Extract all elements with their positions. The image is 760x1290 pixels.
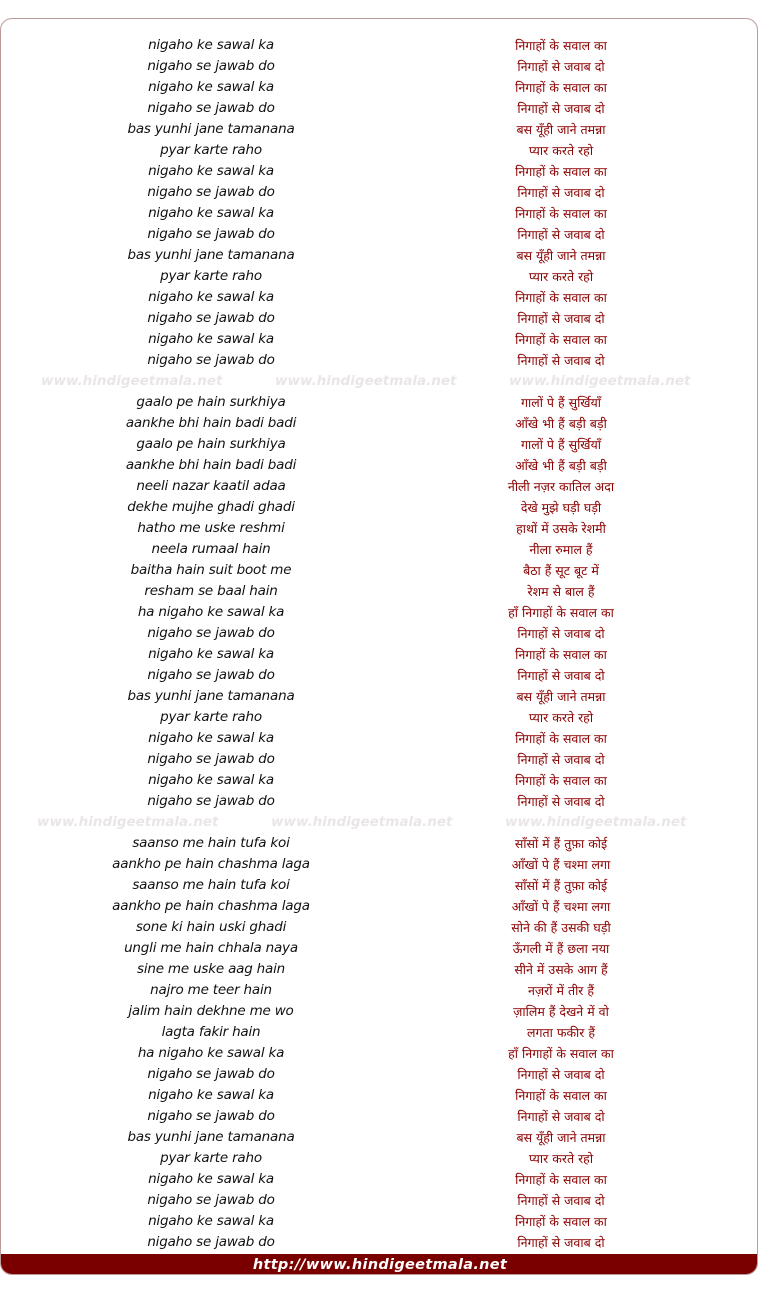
lyric-line — [1, 35, 758, 56]
lyric-hindi: निगाहों के सवाल का — [515, 80, 607, 95]
lyric-line — [1, 1022, 758, 1043]
footer-bar — [1, 1254, 758, 1274]
lyric-line — [1, 455, 758, 476]
lyric-hindi: हाँ निगाहों के सवाल का — [508, 605, 614, 620]
lyric-english: hatho me uske reshmi — [137, 520, 285, 536]
lyric-english: nigaho se jawab do — [147, 1192, 275, 1208]
lyric-english: nigaho ke sawal ka — [148, 205, 274, 221]
lyric-english: ha nigaho ke sawal ka — [137, 604, 285, 620]
lyric-hindi: आँखों पे हैं चश्मा लगा — [511, 899, 611, 914]
lyric-english: nigaho se jawab do — [147, 100, 275, 116]
lyric-hindi: निगाहों के सवाल का — [515, 1214, 607, 1229]
lyric-english: bas yunhi jane tamanana — [127, 688, 295, 704]
lyric-hindi: निगाहों से जवाब दो — [517, 752, 605, 767]
lyric-english: neela rumaal hain — [151, 541, 271, 557]
lyric-hindi: बस यूँही जाने तमन्ना — [516, 1130, 606, 1145]
lyric-hindi: निगाहों के सवाल का — [515, 164, 607, 179]
lyric-english: nigaho se jawab do — [147, 226, 275, 242]
lyric-line — [1, 896, 758, 917]
lyric-english: bas yunhi jane tamanana — [127, 247, 295, 263]
lyric-line — [1, 854, 758, 875]
lyric-hindi: प्यार करते रहो — [528, 269, 594, 284]
lyric-line — [1, 602, 758, 623]
lyric-english: neeli nazar kaatil adaa — [136, 478, 286, 494]
lyric-hindi: प्यार करते रहो — [528, 710, 594, 725]
lyric-line — [1, 1001, 758, 1022]
lyric-hindi: निगाहों से जवाब दो — [517, 1235, 605, 1250]
lyric-hindi: हाँ निगाहों के सवाल का — [508, 1046, 614, 1061]
lyric-english: pyar karte raho — [160, 1150, 262, 1166]
lyric-english: nigaho ke sawal ka — [148, 163, 274, 179]
lyric-hindi: सीने में उसके आग हैं — [514, 962, 608, 977]
lyric-line — [1, 560, 758, 581]
lyric-english: pyar karte raho — [160, 142, 262, 158]
lyric-line — [1, 959, 758, 980]
watermark-text: www.hindigeetmala.net — [275, 373, 457, 389]
lyric-hindi: निगाहों से जवाब दो — [517, 794, 605, 809]
lyric-english: ha nigaho ke sawal ka — [137, 1045, 285, 1061]
lyric-hindi: निगाहों के सवाल का — [515, 647, 607, 662]
site-link[interactable]: http://www.hindigeetmala.net — [252, 1257, 508, 1273]
lyric-english: nigaho ke sawal ka — [148, 331, 274, 347]
lyric-line — [1, 686, 758, 707]
lyric-line — [1, 1190, 758, 1211]
lyric-english: nigaho se jawab do — [147, 1234, 275, 1250]
lyric-hindi: निगाहों से जवाब दो — [517, 668, 605, 683]
lyric-hindi: साँसों में हैं तुफ़ा कोई — [514, 878, 608, 893]
lyric-english: nigaho ke sawal ka — [148, 646, 274, 662]
lyric-english: baitha hain suit boot me — [130, 562, 292, 578]
lyric-line — [1, 917, 758, 938]
lyric-hindi: निगाहों से जवाब दो — [517, 1193, 605, 1208]
watermark-text: www.hindigeetmala.net — [505, 814, 687, 830]
lyric-hindi: निगाहों से जवाब दो — [517, 353, 605, 368]
lyric-line — [1, 224, 758, 245]
lyric-english: nigaho ke sawal ka — [148, 37, 274, 53]
lyric-hindi: आँखे भी हैं बड़ी बड़ी — [515, 416, 607, 431]
lyric-line — [1, 1127, 758, 1148]
lyric-hindi: निगाहों के सवाल का — [515, 1088, 607, 1103]
lyric-line — [1, 980, 758, 1001]
lyric-english: ungli me hain chhala naya — [124, 940, 298, 956]
lyric-line — [1, 1085, 758, 1106]
lyric-hindi: सोने की हैं उसकी घड़ी — [511, 920, 611, 935]
watermark-text: www.hindigeetmala.net — [271, 814, 453, 830]
lyric-line — [1, 203, 758, 224]
lyric-hindi: नीला रुमाल हैं — [529, 542, 593, 557]
lyric-english: bas yunhi jane tamanana — [127, 1129, 295, 1145]
lyric-hindi: लगता फकीर हैं — [526, 1025, 596, 1040]
lyric-line — [1, 413, 758, 434]
lyric-english: aankhe bhi hain badi badi — [125, 457, 297, 473]
lyric-line — [1, 833, 758, 854]
lyric-hindi: गालों पे हैं सुर्खियाँ — [520, 395, 602, 410]
lyric-line — [1, 749, 758, 770]
lyric-english: nigaho se jawab do — [147, 184, 275, 200]
lyric-hindi: आँखों पे हैं चश्मा लगा — [511, 857, 611, 872]
lyric-hindi: गालों पे हैं सुर्खियाँ — [520, 437, 602, 452]
lyric-line — [1, 287, 758, 308]
lyric-english: nigaho se jawab do — [147, 352, 275, 368]
lyric-line — [1, 161, 758, 182]
watermark-text: www.hindigeetmala.net — [41, 373, 223, 389]
lyric-english: sine me uske aag hain — [136, 961, 286, 977]
lyric-english: nigaho ke sawal ka — [148, 1171, 274, 1187]
lyric-line — [1, 56, 758, 77]
lyric-hindi: आँखे भी हैं बड़ी बड़ी — [515, 458, 607, 473]
lyric-hindi: निगाहों के सवाल का — [515, 38, 607, 53]
lyric-english: nigaho se jawab do — [147, 751, 275, 767]
watermark-row-2 — [1, 812, 758, 833]
lyric-line — [1, 707, 758, 728]
lyric-hindi: निगाहों के सवाल का — [515, 731, 607, 746]
lyric-hindi: बस यूँही जाने तमन्ना — [516, 689, 606, 704]
lyric-english: nigaho ke sawal ka — [148, 1087, 274, 1103]
lyric-line — [1, 308, 758, 329]
lyric-line — [1, 140, 758, 161]
lyric-english: nigaho ke sawal ka — [148, 730, 274, 746]
lyric-english: nigaho se jawab do — [147, 1108, 275, 1124]
lyric-line — [1, 1232, 758, 1253]
stanza-1 — [1, 35, 758, 371]
lyric-english: nigaho se jawab do — [147, 58, 275, 74]
lyric-hindi: प्यार करते रहो — [528, 143, 594, 158]
stanza-3 — [1, 833, 758, 1253]
lyric-hindi: नीली नज़र कातिल अदा — [507, 479, 615, 494]
lyric-line — [1, 350, 758, 371]
lyric-line — [1, 434, 758, 455]
lyric-hindi: हाथों में उसके रेशमी — [516, 521, 606, 536]
lyric-english: resham se baal hain — [144, 583, 278, 599]
lyric-hindi: निगाहों के सवाल का — [515, 206, 607, 221]
stanza-2 — [1, 392, 758, 812]
lyric-hindi: निगाहों से जवाब दो — [517, 59, 605, 74]
lyric-english: lagta fakir hain — [161, 1024, 261, 1040]
lyric-hindi: निगाहों से जवाब दो — [517, 185, 605, 200]
lyric-english: saanso me hain tufa koi — [132, 877, 290, 893]
lyric-english: nigaho ke sawal ka — [148, 1213, 274, 1229]
lyric-hindi: निगाहों से जवाब दो — [517, 1067, 605, 1082]
lyric-hindi: निगाहों से जवाब दो — [517, 311, 605, 326]
lyric-line — [1, 770, 758, 791]
lyric-line — [1, 476, 758, 497]
lyrics-body — [1, 35, 758, 1253]
lyric-line — [1, 98, 758, 119]
lyric-english: aankho pe hain chashma laga — [112, 898, 310, 914]
lyric-hindi: निगाहों से जवाब दो — [517, 1109, 605, 1124]
lyric-hindi: साँसों में हैं तुफ़ा कोई — [514, 836, 608, 851]
lyric-english: nigaho se jawab do — [147, 667, 275, 683]
lyric-line — [1, 581, 758, 602]
lyric-english: aankho pe hain chashma laga — [112, 856, 310, 872]
lyric-line — [1, 1064, 758, 1085]
lyric-line — [1, 644, 758, 665]
lyric-line — [1, 1169, 758, 1190]
lyric-line — [1, 392, 758, 413]
lyric-hindi: निगाहों के सवाल का — [515, 290, 607, 305]
watermark-text: www.hindigeetmala.net — [509, 373, 691, 389]
lyrics-card — [0, 18, 758, 1275]
lyric-line — [1, 1106, 758, 1127]
lyric-line — [1, 539, 758, 560]
lyric-english: nigaho se jawab do — [147, 793, 275, 809]
lyric-hindi: बैठा हैं सूट बूट में — [523, 563, 599, 578]
lyric-hindi: निगाहों के सवाल का — [515, 773, 607, 788]
lyric-english: nigaho se jawab do — [147, 310, 275, 326]
lyric-line — [1, 518, 758, 539]
lyric-hindi: निगाहों से जवाब दो — [517, 227, 605, 242]
lyric-english: gaalo pe hain surkhiya — [136, 436, 286, 452]
lyric-english: nigaho se jawab do — [147, 1066, 275, 1082]
lyric-hindi: बस यूँही जाने तमन्ना — [516, 122, 606, 137]
lyric-english: aankhe bhi hain badi badi — [125, 415, 297, 431]
lyric-hindi: निगाहों से जवाब दो — [517, 101, 605, 116]
lyric-hindi: निगाहों के सवाल का — [515, 1172, 607, 1187]
lyric-english: saanso me hain tufa koi — [132, 835, 290, 851]
lyric-line — [1, 1148, 758, 1169]
lyric-line — [1, 497, 758, 518]
lyric-english: nigaho ke sawal ka — [148, 79, 274, 95]
lyric-hindi: नज़रों में तीर हैं — [527, 983, 595, 998]
lyric-line — [1, 938, 758, 959]
lyric-hindi: निगाहों से जवाब दो — [517, 626, 605, 641]
lyric-line — [1, 791, 758, 812]
lyric-english: jalim hain dekhne me wo — [128, 1003, 294, 1019]
lyric-hindi: निगाहों के सवाल का — [515, 332, 607, 347]
lyric-english: sone ki hain uski ghadi — [135, 919, 287, 935]
lyric-line — [1, 119, 758, 140]
lyric-hindi: रेशम से बाल हैं — [527, 584, 595, 599]
lyric-line — [1, 875, 758, 896]
lyric-line — [1, 1043, 758, 1064]
lyric-english: bas yunhi jane tamanana — [127, 121, 295, 137]
lyric-hindi: बस यूँही जाने तमन्ना — [516, 248, 606, 263]
lyric-line — [1, 329, 758, 350]
lyric-english: dekhe mujhe ghadi ghadi — [127, 499, 295, 515]
lyric-hindi: ज़ालिम हैं देखने में वो — [513, 1004, 609, 1019]
lyric-line — [1, 1211, 758, 1232]
lyric-english: najro me teer hain — [150, 982, 272, 998]
lyric-line — [1, 245, 758, 266]
lyric-line — [1, 266, 758, 287]
lyric-english: gaalo pe hain surkhiya — [136, 394, 286, 410]
lyric-english: nigaho ke sawal ka — [148, 289, 274, 305]
lyric-hindi: देखे मुझे घड़ी घड़ी — [520, 500, 602, 515]
lyric-line — [1, 77, 758, 98]
lyric-hindi: प्यार करते रहो — [528, 1151, 594, 1166]
lyric-line — [1, 623, 758, 644]
lyric-english: pyar karte raho — [160, 268, 262, 284]
lyric-english: pyar karte raho — [160, 709, 262, 725]
lyric-line — [1, 665, 758, 686]
lyric-english: nigaho se jawab do — [147, 625, 275, 641]
lyric-line — [1, 728, 758, 749]
watermark-row-1 — [1, 371, 758, 392]
lyric-hindi: ऊँगली में हैं छला नया — [512, 941, 610, 956]
watermark-text: www.hindigeetmala.net — [37, 814, 219, 830]
lyric-line — [1, 182, 758, 203]
lyric-english: nigaho ke sawal ka — [148, 772, 274, 788]
